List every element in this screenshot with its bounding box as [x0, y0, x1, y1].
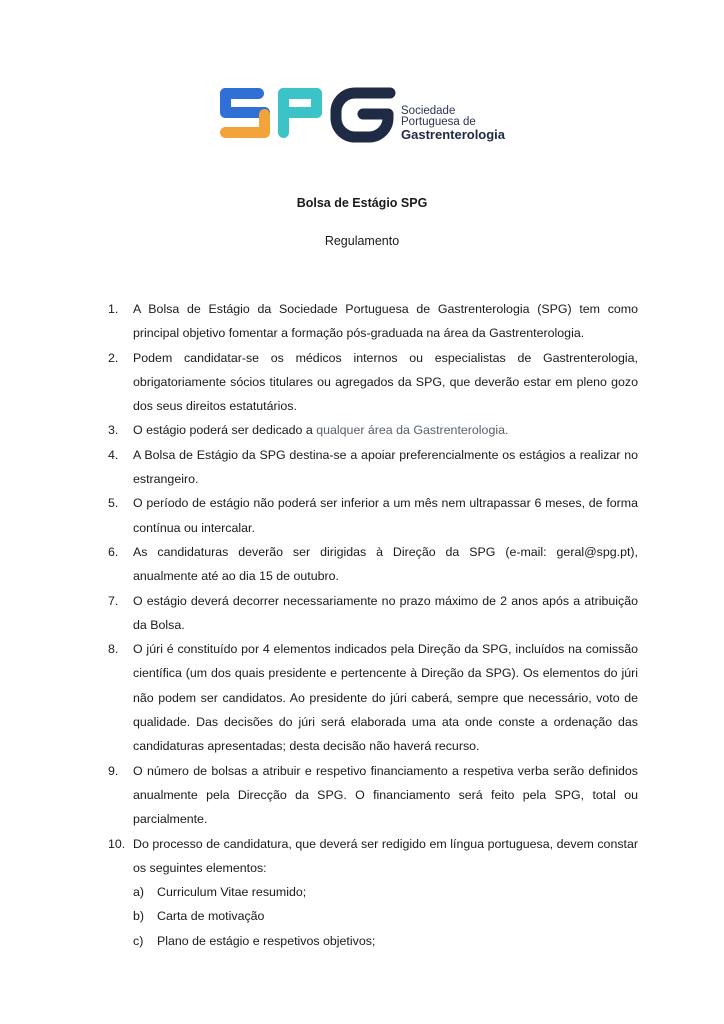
rule-text — [133, 418, 638, 442]
rule-item — [108, 637, 638, 758]
rule-text: O júri é constituído por 4 elementos indicados pela Direção da SPG, incluídos na comissão científica (um dos quais presidente e pertencente à Direção da SPG). Os elementos do júri não podem ser candidatos. Ao presidente do júri caberá, sempre que necessário, voto de qualidade. Das decisões do júri será elaborada uma ata onde conste a ordenação das candidaturas apresentadas; desta decisão não haverá recurso. — [133, 642, 638, 754]
rule-text: O estágio deverá decorrer necessariamente no prazo máximo de 2 anos após a atribuição da Bolsa. — [133, 593, 638, 632]
rule-number: 9. — [108, 763, 119, 778]
rule-item — [108, 540, 638, 589]
logo-letter-g — [336, 93, 390, 137]
logo-letter-p — [278, 88, 322, 138]
rule-item — [108, 297, 638, 346]
rule-item — [108, 443, 638, 492]
rule-text: A Bolsa de Estágio da SPG destina-se a apoiar preferencialmente os estágios a realizar no estrangeiro. — [133, 447, 638, 487]
rule-item — [108, 418, 638, 442]
rule-number: 2. — [108, 350, 119, 365]
rule-number: 8. — [108, 642, 119, 657]
list-item-letter: c) — [133, 933, 144, 948]
rule-number: 3. — [108, 423, 119, 438]
document-subtitle: Regulamento — [324, 234, 400, 248]
list-item-text: Curriculum Vitae resumido; — [157, 885, 307, 900]
rule-item — [108, 491, 638, 540]
logo-wordmark — [401, 106, 505, 142]
rule-number: 4. — [108, 447, 119, 462]
list-item-letter: b) — [133, 909, 145, 924]
document-title: Bolsa de Estágio SPG — [296, 196, 428, 210]
logo-line-2: Portuguesa de — [401, 116, 476, 128]
rule-number: 1. — [108, 302, 119, 316]
list-item-text: Plano de estágio e respetivos objetivos; — [157, 933, 376, 948]
rule-item — [108, 759, 638, 832]
list-item — [133, 880, 638, 904]
rule-text: A Bolsa de Estágio da Sociedade Portuguesa de Gastrenterologia (SPG) tem como principal objetivo fomentar a formação pós-graduada na área da Gastrenterologia. — [133, 302, 638, 341]
list-item-text: Carta de motivação — [157, 909, 265, 924]
rule-item — [108, 589, 638, 638]
rule-number: 10. — [108, 836, 126, 851]
rule-text: Podem candidatar-se os médicos internos ou especialistas de Gastrenterologia, obrigatoriamente sócios titulares ou agregados da SPG, que deverão estar em pleno gozo dos seus direitos estatutários. — [133, 350, 638, 414]
rule-item — [108, 346, 638, 419]
list-item-letter: a) — [133, 885, 145, 900]
logo-line-1: Sociedade — [401, 105, 456, 117]
list-item — [133, 904, 638, 928]
rule-text-part: O estágio poderá ser dedicado a — [133, 423, 317, 438]
rule-text: O período de estágio não poderá ser inferior a um mês nem ultrapassar 6 meses, de forma contínua ou intercalar. — [133, 496, 638, 535]
rules-list — [108, 297, 638, 953]
rule-text-highlight: qualquer área da Gastrenterologia. — [316, 423, 509, 438]
rule-item — [108, 832, 638, 953]
rule-text: O número de bolsas a atribuir e respetivo financiamento a respetiva verba serão definidos anualmente pela Direcção da SPG. O financiamento será feito pela SPG, total ou parcialmente. — [133, 763, 638, 827]
rule-number: 6. — [108, 544, 119, 559]
rule-number: 7. — [108, 593, 119, 608]
rule-text: As candidaturas deverão ser dirigidas à Direção da SPG (e-mail: geral@spg.pt), anualmente até ao dia 15 de outubro. — [133, 544, 638, 584]
logo-line-3: Gastrenterologia — [401, 127, 506, 142]
rule-text: Do processo de candidatura, que deverá ser redigido em língua portuguesa, devem constar os seguintes elementos: — [133, 836, 638, 875]
rule-number: 5. — [108, 496, 119, 511]
candidature-elements-list — [133, 880, 638, 953]
list-item — [133, 929, 638, 953]
logo-letter-s — [220, 88, 270, 138]
